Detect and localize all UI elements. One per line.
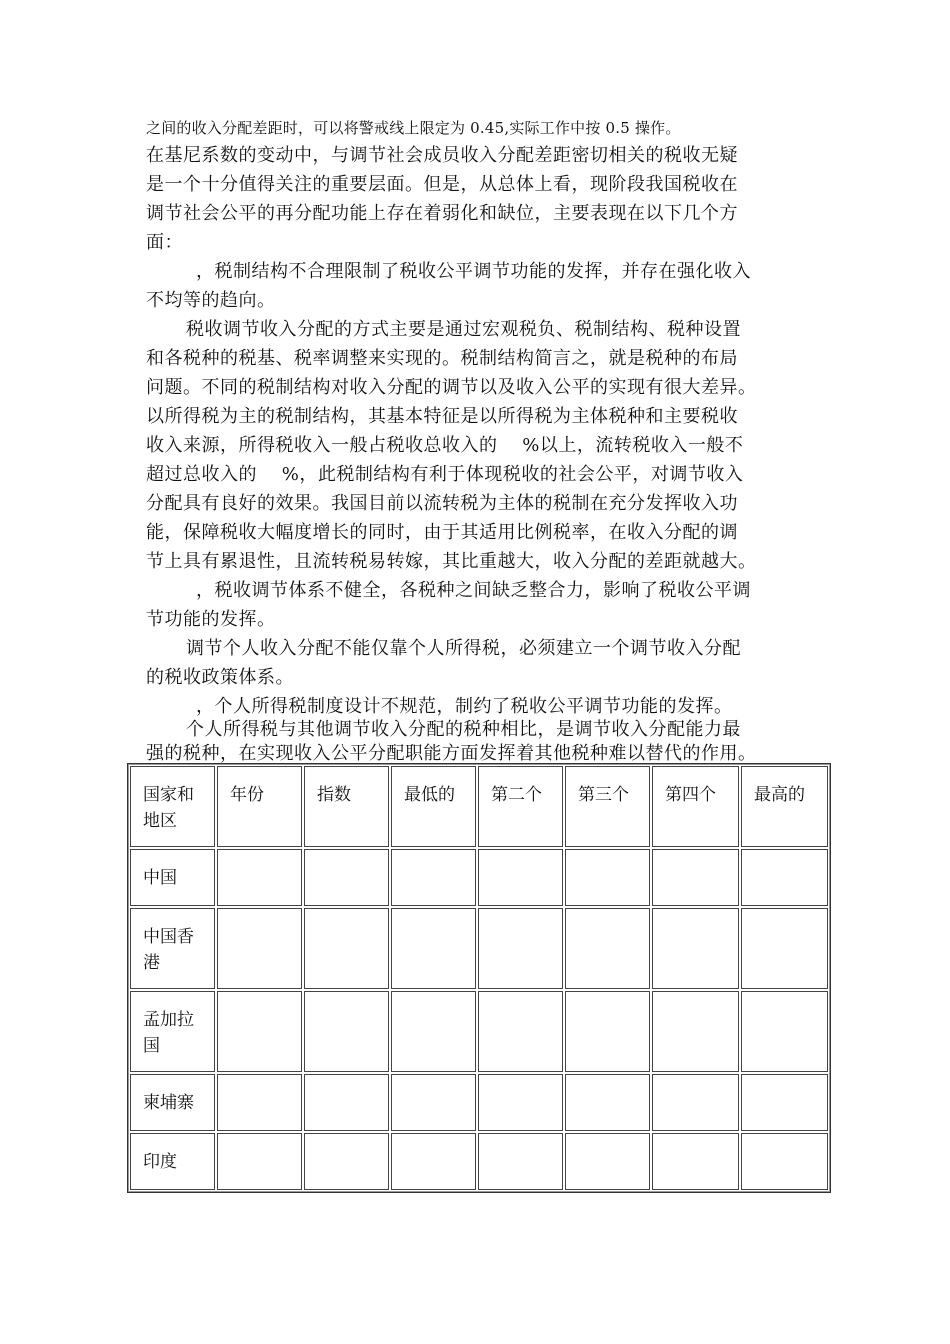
text-line: 之间的收入分配差距时，可以将警戒线上限定为 0.45,实际工作中按 0.5 操作。 bbox=[146, 119, 681, 137]
income-distribution-table bbox=[127, 763, 831, 1193]
table-cell bbox=[741, 1074, 828, 1131]
table-cell bbox=[565, 849, 650, 906]
table-cell bbox=[741, 849, 828, 906]
table-row bbox=[130, 991, 828, 1072]
table-cell: 中国 bbox=[130, 849, 215, 906]
table-cell bbox=[652, 991, 739, 1072]
table-cell bbox=[478, 1074, 563, 1131]
table-cell bbox=[217, 908, 302, 989]
table-cell bbox=[217, 1074, 302, 1131]
table-cell bbox=[217, 849, 302, 906]
table-cell bbox=[652, 1074, 739, 1131]
table-cell bbox=[652, 908, 739, 989]
table-cell bbox=[217, 1133, 302, 1190]
table-row bbox=[130, 1133, 828, 1190]
table-cell bbox=[478, 991, 563, 1072]
table-header-cell: 第四个 bbox=[652, 766, 739, 847]
table-cell bbox=[304, 849, 389, 906]
text-line: 在基尼系数的变动中，与调节社会成员收入分配差距密切相关的税收无疑 bbox=[146, 145, 738, 166]
text-line: 是一个十分值得关注的重要层面。但是，从总体上看，现阶段我国税收在 bbox=[146, 174, 738, 195]
table-cell bbox=[304, 908, 389, 989]
text-line: 节上具有累退性，且流转税易转嫁，其比重越大，收入分配的差距就越大。 bbox=[146, 551, 757, 572]
text-line: ，税收调节体系不健全，各税种之间缺乏整合力，影响了税收公平调 bbox=[196, 580, 751, 601]
table-cell bbox=[565, 908, 650, 989]
text-line: 能，保障税收大幅度增长的同时，由于其适用比例税率，在收入分配的调 bbox=[146, 522, 738, 543]
table-row bbox=[130, 849, 828, 906]
table-cell: 孟加拉国 bbox=[130, 991, 215, 1072]
table-cell bbox=[304, 1074, 389, 1131]
text-line: 节功能的发挥。 bbox=[146, 609, 276, 630]
table-cell bbox=[304, 991, 389, 1072]
text-line: 超过总收入的 %，此税制结构有利于体现税收的社会公平，对调节收入 bbox=[146, 464, 744, 485]
text-line: ，税制结构不合理限制了税收公平调节功能的发挥，并存在强化收入 bbox=[196, 261, 751, 282]
text-line: 的税收政策体系。 bbox=[146, 667, 294, 688]
table-cell bbox=[652, 1133, 739, 1190]
text-line: 以所得税为主的税制结构，其基本特征是以所得税为主体税种和主要税收 bbox=[146, 406, 738, 427]
table-cell: 柬埔寨 bbox=[130, 1074, 215, 1131]
table-header-cell: 年份 bbox=[217, 766, 302, 847]
text-line: 税收调节收入分配的方式主要是通过宏观税负、税制结构、税种设置 bbox=[186, 319, 741, 340]
table-cell bbox=[741, 908, 828, 989]
table-cell bbox=[391, 1074, 476, 1131]
table-header-cell: 最低的 bbox=[391, 766, 476, 847]
text-line: 收入来源，所得税收入一般占税收总收入的 %以上，流转税收入一般不 bbox=[146, 435, 744, 456]
table-row bbox=[130, 908, 828, 989]
text-line: 不均等的趋向。 bbox=[146, 290, 276, 311]
text-line: 分配具有良好的效果。我国目前以流转税为主体的税制在充分发挥收入功 bbox=[146, 493, 738, 514]
table-cell bbox=[217, 991, 302, 1072]
table-cell bbox=[565, 1074, 650, 1131]
table-cell bbox=[478, 908, 563, 989]
text-line: 强的税种，在实现收入公平分配职能方面发挥着其他税种难以替代的作用。 bbox=[146, 743, 757, 764]
table-cell bbox=[391, 849, 476, 906]
table-header-cell: 最高的 bbox=[741, 766, 828, 847]
text-line: 面： bbox=[146, 232, 183, 253]
table-header-cell: 第三个 bbox=[565, 766, 650, 847]
table-header-cell: 国家和地区 bbox=[130, 766, 215, 847]
table-header-row bbox=[130, 766, 828, 847]
table-cell bbox=[565, 1133, 650, 1190]
text-line: 和各税种的税基、税率调整来实现的。税制结构简言之，就是税种的布局 bbox=[146, 348, 738, 369]
text-line: 调节社会公平的再分配功能上存在着弱化和缺位，主要表现在以下几个方 bbox=[146, 203, 738, 224]
table-row bbox=[130, 1074, 828, 1131]
table-cell: 印度 bbox=[130, 1133, 215, 1190]
table-cell bbox=[478, 1133, 563, 1190]
table-header-cell: 第二个 bbox=[478, 766, 563, 847]
text-line: 问题。不同的税制结构对收入分配的调节以及收入公平的实现有很大差异。 bbox=[146, 377, 757, 398]
table-cell bbox=[741, 991, 828, 1072]
table-cell bbox=[741, 1133, 828, 1190]
table-cell bbox=[478, 849, 563, 906]
table-cell bbox=[391, 908, 476, 989]
text-line: ，个人所得税制度设计不规范，制约了税收公平调节功能的发挥。 bbox=[196, 696, 733, 717]
text-line: 个人所得税与其他调节收入分配的税种相比，是调节收入分配能力最 bbox=[186, 719, 741, 740]
table-cell bbox=[565, 991, 650, 1072]
table-header-cell: 指数 bbox=[304, 766, 389, 847]
table-cell bbox=[391, 991, 476, 1072]
text-line: 调节个人收入分配不能仅靠个人所得税，必须建立一个调节收入分配 bbox=[186, 638, 741, 659]
table-cell bbox=[652, 849, 739, 906]
table-cell: 中国香港 bbox=[130, 908, 215, 989]
table-cell bbox=[304, 1133, 389, 1190]
table-cell bbox=[391, 1133, 476, 1190]
